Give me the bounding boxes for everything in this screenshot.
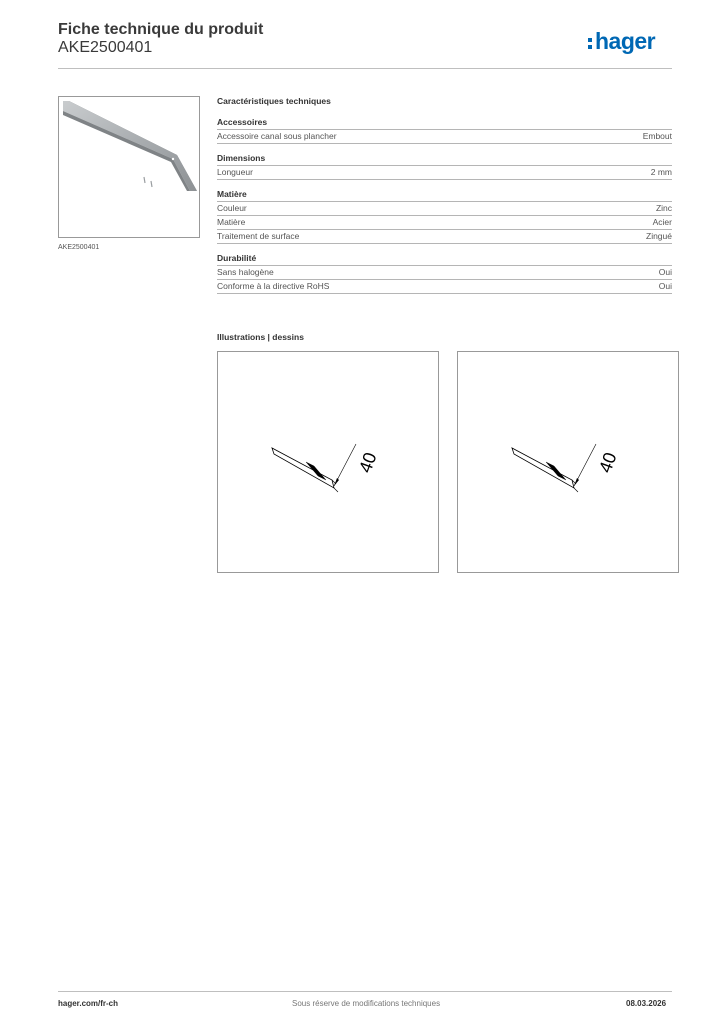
spec-row: [217, 130, 672, 144]
spec-label: Couleur: [217, 203, 247, 213]
section-title: Matière: [217, 189, 672, 202]
footer-divider: [58, 991, 672, 992]
spec-row: [217, 202, 672, 216]
spec-section-dimensions: [217, 153, 672, 180]
spec-value: 2 mm: [650, 167, 672, 177]
technical-drawing-1: [217, 351, 439, 573]
hager-logo: [588, 27, 655, 55]
product-image-caption: AKE2500401: [58, 244, 100, 251]
technical-specs: [217, 96, 672, 303]
footer-date: 08.03.2026: [626, 999, 667, 1008]
spec-section-matiere: [217, 189, 672, 244]
dimension-drawing-icon: [458, 352, 678, 572]
spec-value: Zingué: [646, 231, 672, 241]
illustrations-heading: Illustrations | dessins: [217, 332, 304, 342]
spec-label: Sans halogène: [217, 267, 274, 277]
footer-notice: Sous réserve de modifications techniques: [292, 999, 441, 1008]
spec-label: Accessoire canal sous plancher: [217, 131, 337, 141]
spec-row: [217, 266, 672, 280]
footer-website-link[interactable]: hager.com/fr-ch: [58, 999, 119, 1008]
spec-row: [217, 280, 672, 294]
product-image: [58, 96, 200, 238]
page-title: Fiche technique du produit: [58, 21, 264, 38]
dimension-drawing-icon: [218, 352, 438, 572]
spec-label: Traitement de surface: [217, 231, 300, 241]
dimension-label: 40: [354, 449, 381, 476]
logo-colon-icon: [588, 36, 594, 50]
spec-label: Matière: [217, 217, 246, 227]
spec-row: [217, 230, 672, 244]
logo-text: hager: [595, 28, 656, 54]
section-title: Dimensions: [217, 153, 672, 166]
specs-heading: Caractéristiques techniques: [217, 96, 331, 106]
spec-section-durabilite: [217, 253, 672, 294]
spec-value: Oui: [658, 281, 672, 291]
section-title: Durabilité: [217, 253, 672, 266]
dimension-label: 40: [594, 449, 621, 476]
spec-value: Oui: [658, 267, 672, 277]
spec-value: Embout: [642, 131, 672, 141]
end-cap-photo-icon: [59, 97, 199, 237]
technical-drawing-2: [457, 351, 679, 573]
spec-row: [217, 216, 672, 230]
spec-value: Acier: [652, 217, 672, 227]
spec-value: Zinc: [655, 203, 672, 213]
spec-label: Conforme à la directive RoHS: [217, 281, 330, 291]
product-reference: AKE2500401: [58, 39, 153, 56]
spec-row: [217, 166, 672, 180]
spec-section-accessoires: [217, 117, 672, 144]
header-divider: [58, 68, 672, 69]
spec-label: Longueur: [217, 167, 253, 177]
section-title: Accessoires: [217, 117, 672, 130]
